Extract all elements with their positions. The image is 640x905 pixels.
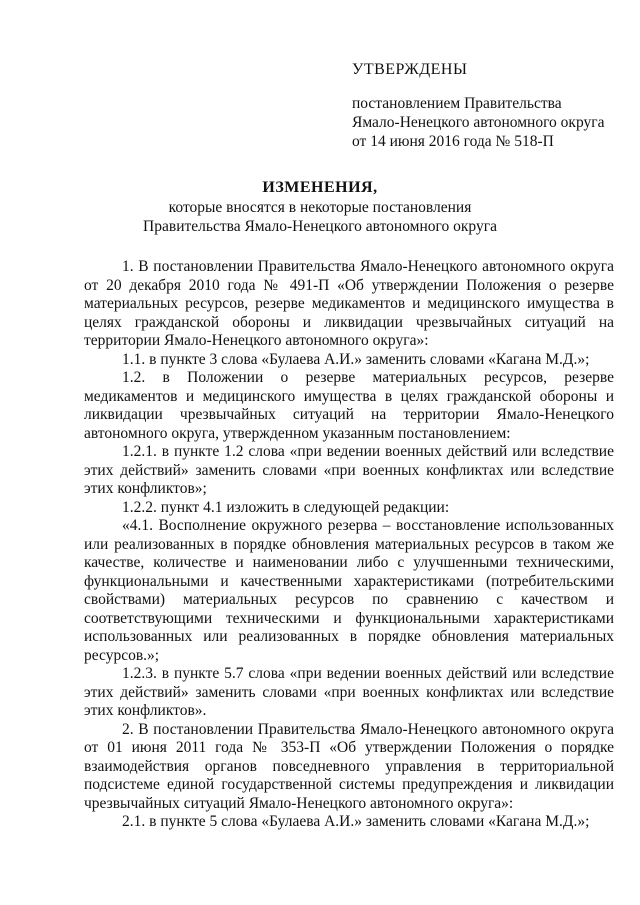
paragraph: 1. В постановлении Правительства Ямало-Ненецкого автономного округа от 20 декабря 2010 года № 491-П «Об утверждении Положения о резерве материальных ресурсов, резерве медикаментов и медицинского имущества в целях гражданской обороны и ликвидации чрезвычайных ситуаций на территории Ямало-Ненецкого автономного округа»: — [84, 258, 614, 349]
paragraph: 2. В постановлении Правительства Ямало-Ненецкого автономного округа от 01 июня 2011 года № 353-П «Об утверждении Положения о порядке взаимодействия органов повседневного управления в территориальной подсистеме единой государственной системы предупреждения и ликвидации чрезвычайных ситуаций Ямало-Ненецкого автономного округа»: — [84, 720, 614, 812]
approval-line: от 14 июня 2016 года № 518-П — [352, 133, 554, 150]
approval-line: постановлением Правительства — [352, 95, 562, 112]
approval-heading: УТВЕРЖДЕНЫ — [352, 61, 468, 78]
paragraph: 1.1. в пункте 3 слова «Булаева А.И.» заменить словами «Кагана М.Д.»; — [122, 350, 590, 368]
paragraph: 2.1. в пункте 5 слова «Булаева А.И.» заменить словами «Кагана М.Д.»; — [122, 813, 590, 830]
paragraph: 1.2.3. в пункте 5.7 слова «при ведении военных действий или вследствие этих действий» заменить словами «при военных конфликтах или вследствие этих конфликтов». — [84, 665, 614, 719]
document-subtitle: Правительства Ямало-Ненецкого автономного округа — [143, 218, 497, 235]
document-title: ИЗМЕНЕНИЯ, — [262, 179, 378, 196]
approval-line: Ямало-Ненецкого автономного округа — [352, 114, 605, 131]
paragraph: 1.2. в Положении о резерве материальных ресурсов, резерве медикаментов и медицинского имущества в целях гражданской обороны и ликвидации чрезвычайных ситуаций на территории Ямало-Ненецкого автономного округа, утвержденном указанным постановлением: — [84, 369, 614, 442]
document-body — [84, 258, 614, 832]
document-subtitle: которые вносятся в некоторые постановления — [168, 199, 472, 216]
paragraph: «4.1. Восполнение окружного резерва – восстановление использованных или реализованных в порядке обновления материальных ресурсов в таком же качестве, количестве и наименовании либо с улучшенными техническими, функциональными и качественными характеристиками (потребительскими свойствами) материальных ресурсов по сравнению с качеством и соответствующими техническими и функциональными характеристиками использованных или реализованных в порядке обновления материальных ресурсов.»; — [84, 517, 614, 664]
paragraph: 1.2.1. в пункте 1.2 слова «при ведении военных действий или вследствие этих действий» заменить словами «при военных конфликтах или вследствие этих конфликтов»; — [84, 443, 614, 497]
paragraph: 1.2.2. пункт 4.1 изложить в следующей редакции: — [122, 498, 450, 516]
title-block — [0, 178, 640, 236]
approval-block — [352, 60, 604, 151]
